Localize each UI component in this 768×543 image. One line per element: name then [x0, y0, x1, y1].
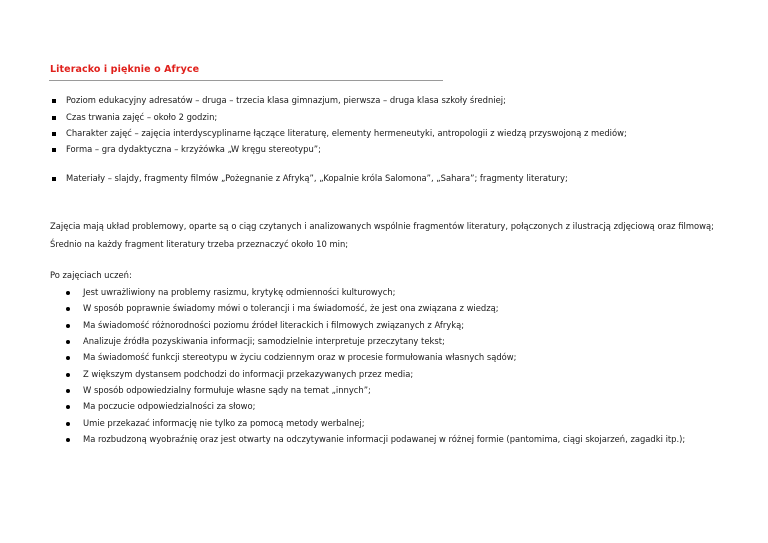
outcome-text: Ma świadomość różnorodności poziomu źródeł literackich i filmowych związanych z Afryką; — [83, 320, 465, 330]
info-item-duration: Czas trwania zajęć – około 2 godzin; — [66, 112, 218, 122]
paragraph-structure: Zajęcia mają układ problemowy, oparte są o ciąg czytanych i analizowanych wspólnie fragmentów literatury, połączonych z ilustracją zdjęciową oraz filmową; — [50, 221, 714, 231]
title-underline — [49, 80, 443, 81]
outcome-text: Ma poczucie odpowiedzialności za słowo; — [83, 401, 256, 411]
square-bullet-icon — [52, 148, 56, 152]
outcome-text: Ma rozbudzoną wyobraźnię oraz jest otwarty na odczytywanie informacji podawanej w różnej formie (pantomima, ciągi skojarzeń, zagadki itp.); — [83, 434, 686, 444]
round-bullet-icon — [66, 340, 70, 344]
outcome-text: Ma świadomość funkcji stereotypu w życiu codziennym oraz w procesie formułowania własnych sądów; — [83, 352, 517, 362]
document-title: Literacko i pięknie o Afryce — [50, 64, 200, 75]
outcome-text: W sposób poprawnie świadomy mówi o tolerancji i ma świadomość, że jest ona związana z wiedzą; — [83, 303, 499, 313]
info-item-form: Forma – gra dydaktyczna – krzyżówka „W kręgu stereotypu”; — [66, 144, 321, 154]
square-bullet-icon — [52, 99, 56, 103]
round-bullet-icon — [66, 324, 70, 328]
round-bullet-icon — [66, 307, 70, 311]
round-bullet-icon — [66, 291, 70, 295]
outcome-text: Umie przekazać informację nie tylko za pomocą metody werbalnej; — [83, 418, 365, 428]
square-bullet-icon — [52, 177, 56, 181]
round-bullet-icon — [66, 389, 70, 393]
outcome-text: W sposób odpowiedzialny formułuje własne sądy na temat „innych”; — [83, 385, 371, 395]
outcome-text: Jest uwrażliwiony na problemy rasizmu, krytykę odmienności kulturowych; — [83, 287, 396, 297]
outcome-text: Analizuje źródła pozyskiwania informacji; samodzielnie interpretuje przeczytany tekst; — [83, 336, 445, 346]
info-item-character: Charakter zajęć – zajęcia interdyscyplinarne łączące literaturę, elementy hermeneutyki, antropologii z wiedzą przyswojoną z mediów; — [66, 128, 627, 138]
round-bullet-icon — [66, 438, 70, 442]
outcomes-heading: Po zajęciach uczeń: — [50, 270, 132, 280]
outcome-text: Z większym dystansem podchodzi do informacji przekazywanych przez media; — [83, 369, 414, 379]
square-bullet-icon — [52, 132, 56, 136]
round-bullet-icon — [66, 405, 70, 409]
round-bullet-icon — [66, 373, 70, 377]
square-bullet-icon — [52, 116, 56, 120]
info-item-level: Poziom edukacyjny adresatów – druga – trzecia klasa gimnazjum, pierwsza – druga klasa szkoły średniej; — [66, 95, 506, 105]
paragraph-timing: Średnio na każdy fragment literatury trzeba przeznaczyć około 10 min; — [50, 239, 349, 249]
round-bullet-icon — [66, 422, 70, 426]
round-bullet-icon — [66, 356, 70, 360]
info-item-materials: Materiały – slajdy, fragmenty filmów „Pożegnanie z Afryką”, „Kopalnie króla Salomona”, „Sahara”; fragmenty literatury; — [66, 173, 568, 183]
